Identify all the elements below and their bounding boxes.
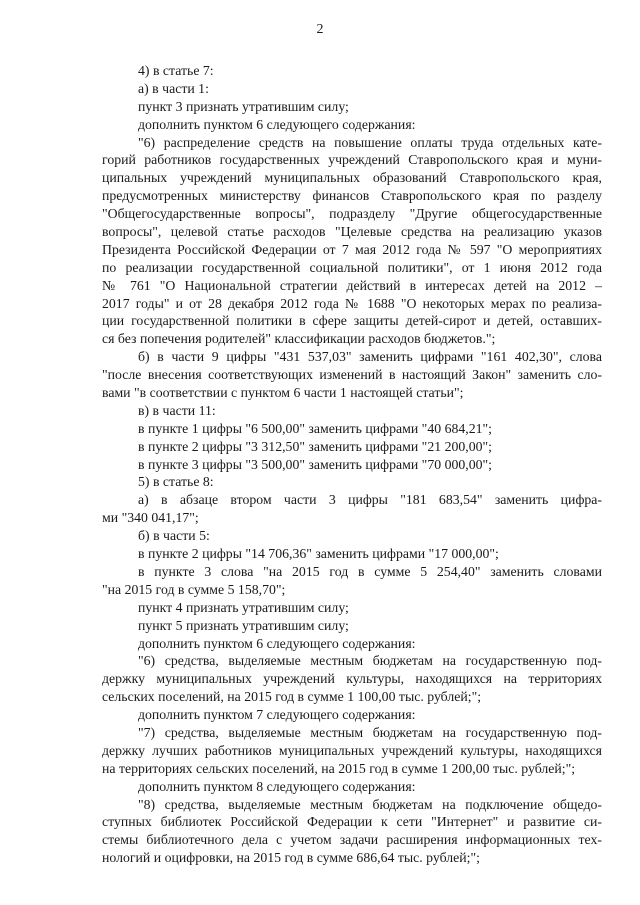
text-line: а) в абзаце втором части 3 цифры "181 683,54" заменить цифра- [138, 492, 602, 508]
text-line: горий работников государственных учреждений Ставропольского края и муни- [102, 152, 602, 168]
text-line: 5) в статье 8: [138, 474, 214, 490]
text-line: 2017 годы" и от 28 декабря 2012 года № 1688 "О некоторых мерах по реализа- [102, 295, 602, 311]
text-line: вопросы", целевой статье расходов "Целевые средства на реализацию указов [102, 224, 602, 240]
text-line: ступных библиотек Российской Федерации к сети "Интернет" и развитие си- [102, 814, 602, 830]
text-line: сельских поселений, на 2015 год в сумме 1 100,00 тыс. рублей;"; [102, 689, 482, 705]
text-line: вами "в соответствии с пунктом 6 части 1 настоящей статьи"; [102, 385, 464, 401]
text-line: ся без попечения родителей" классификации расходов бюджетов."; [102, 331, 496, 347]
text-line: предусмотренных министерству финансов Ставропольского края по разделу [102, 188, 602, 204]
text-line: держку лучших работников муниципальных учреждений культуры, находящихся [102, 742, 602, 758]
text-line: ми "340 041,17"; [102, 510, 199, 526]
page-number: 2 [316, 22, 324, 37]
text-line: "6) средства, выделяемые местным бюджетам на государственную под- [138, 653, 602, 669]
text-line: а) в части 1: [138, 80, 209, 96]
text-line: 4) в статье 7: [138, 63, 214, 78]
text-line: б) в части 9 цифры "431 537,03" заменить цифрами "161 402,30", слова [138, 349, 602, 365]
text-line: "Общегосударственные вопросы", подразделу "Другие общегосударственные [102, 206, 602, 222]
text-line: "7) средства, выделяемые местным бюджетам на государственную под- [138, 724, 602, 740]
text-line: в пункте 3 слова "на 2015 год в сумме 5 254,40" заменить словами [138, 563, 602, 579]
document-body [102, 62, 602, 867]
text-line: в пункте 3 цифры "3 500,00" заменить цифрами "70 000,00"; [138, 456, 492, 472]
text-line: № 761 "О Национальной стратегии действий в интересах детей на 2012 – [102, 277, 602, 293]
text-line: Президента Российской Федерации от 7 мая 2012 года № 597 "О мероприятиях [102, 241, 602, 257]
text-line: пункт 3 признать утратившим силу; [138, 98, 349, 114]
text-line: на территориях сельских поселений, на 2015 год в сумме 1 200,00 тыс. рублей;"; [102, 760, 576, 776]
text-line: дополнить пунктом 7 следующего содержания: [138, 707, 416, 723]
text-line: б) в части 5: [138, 528, 210, 544]
text-line: дополнить пунктом 6 следующего содержания: [138, 635, 416, 651]
text-line: дополнить пунктом 6 следующего содержания: [138, 116, 416, 132]
text-line: ции государственной политики в сфере защиты детей-сирот и детей, оставших- [102, 313, 602, 329]
text-line: "на 2015 год в сумме 5 158,70"; [102, 581, 286, 597]
text-line: по реализации государственной социальной политики", от 1 июня 2012 года [102, 259, 602, 275]
text-line: ципальных учреждений муниципальных образований Ставропольского края, [102, 170, 602, 186]
text-line: в пункте 1 цифры "6 500,00" заменить цифрами "40 684,21"; [138, 420, 492, 436]
text-line: в пункте 2 цифры "14 706,36" заменить цифрами "17 000,00"; [138, 546, 499, 562]
text-line: "8) средства, выделяемые местным бюджетам на подключение общедо- [138, 796, 602, 812]
text-line: стемы библиотечного дела с учетом задачи расширения информационных тех- [102, 832, 602, 848]
text-line: держку муниципальных учреждений культуры, находящихся на территориях [102, 671, 602, 687]
text-line: "6) распределение средств на повышение оплаты труда отдельных кате- [138, 134, 602, 150]
text-line: нологий и оцифровки, на 2015 год в сумме 686,64 тыс. рублей;"; [102, 850, 480, 866]
text-line: в) в части 11: [138, 402, 216, 418]
text-line: пункт 5 признать утратившим силу; [138, 617, 349, 633]
text-line: в пункте 2 цифры "3 312,50" заменить цифрами "21 200,00"; [138, 438, 492, 454]
text-line: дополнить пунктом 8 следующего содержания: [138, 778, 416, 794]
text-line: пункт 4 признать утратившим силу; [138, 599, 349, 615]
text-line: "после внесения соответствующих изменений в настоящий Закон" заменить сло- [102, 367, 602, 383]
